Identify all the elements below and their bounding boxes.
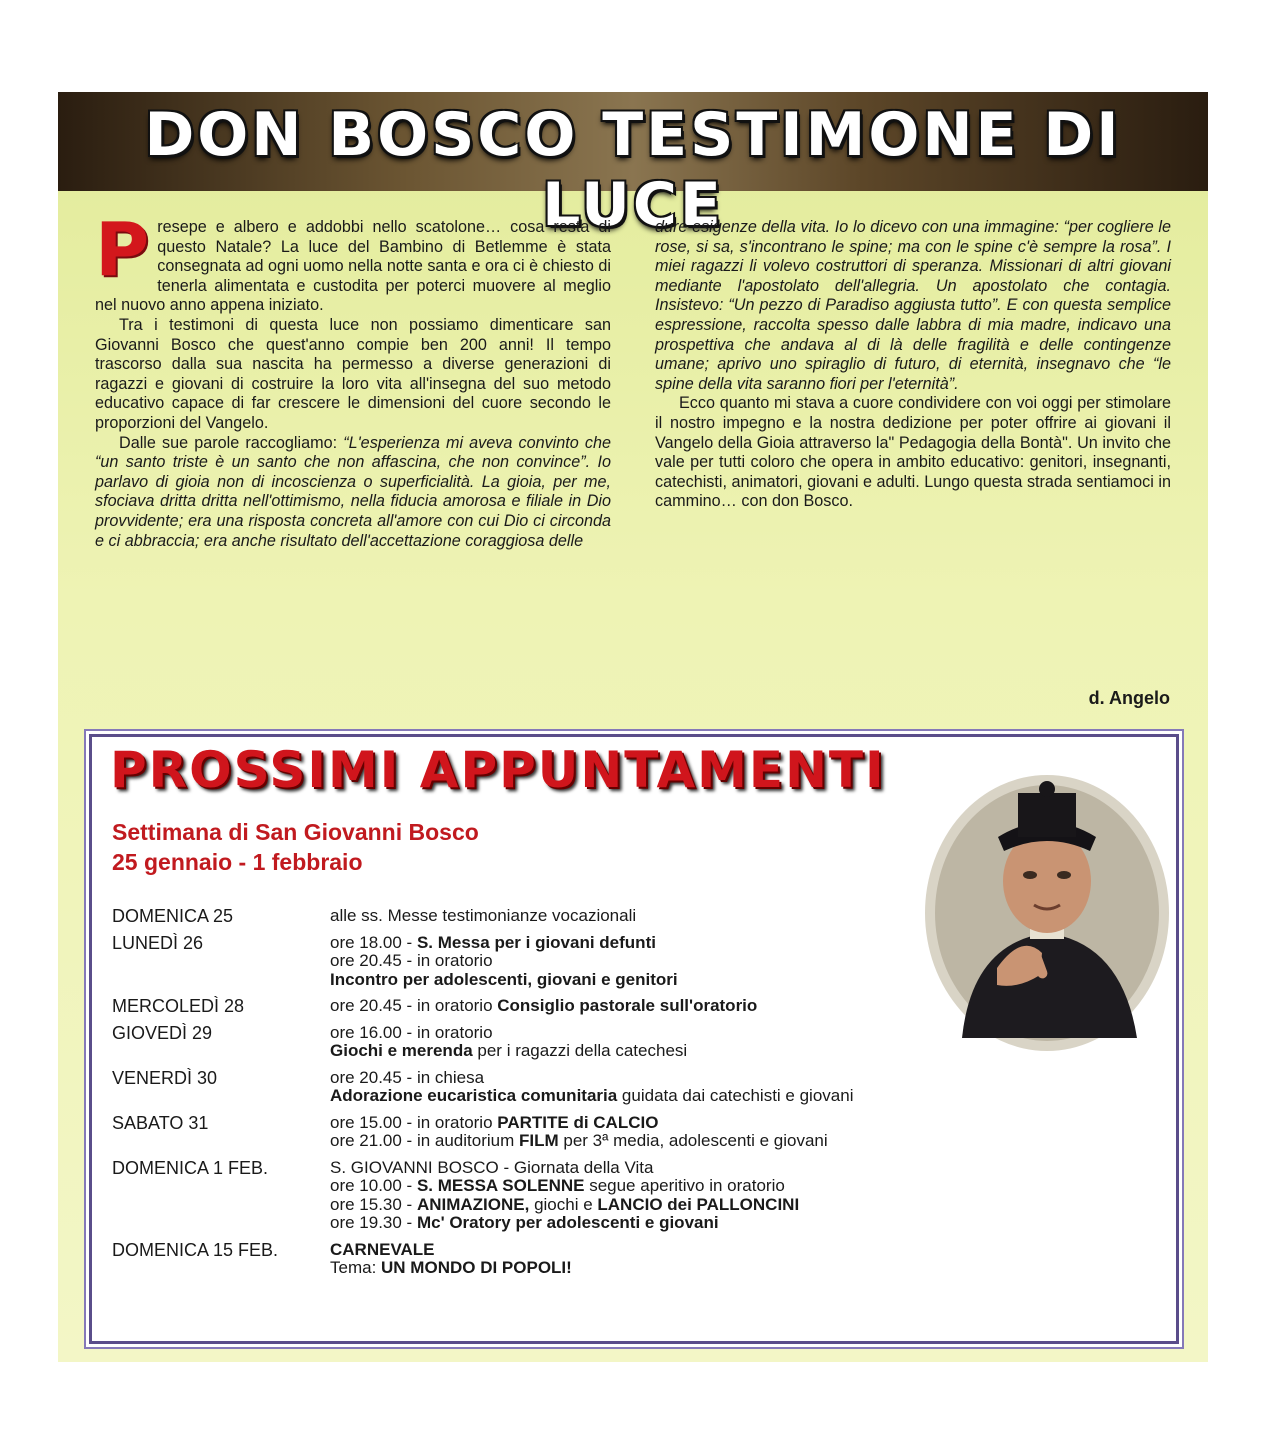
schedule-row <box>112 1241 1012 1278</box>
event-highlight: CARNEVALE <box>330 1239 435 1259</box>
article-paragraph: Presepe e albero e addobbi nello scatolone… cosa resta di questo Natale? La luce del Bambino di Betlemme è stata consegnata ad ogni uomo nella notte santa e ora ci è chiesto di tenerla alimentata e custodita per poterci muovere al meglio nel nuovo anno appena iniziato. <box>95 207 611 315</box>
event-text: segue aperitivo in oratorio <box>584 1176 785 1195</box>
schedule-line <box>330 1241 1012 1260</box>
event-highlight: Consiglio pastorale sull'oratorio <box>497 996 758 1015</box>
row-spacer <box>112 1016 1012 1024</box>
event-highlight: UN MONDO DI POPOLI! <box>381 1258 572 1277</box>
event-highlight: S. MESSA SOLENNE <box>416 1176 585 1195</box>
event-text: ore 10.00 - <box>330 1176 417 1195</box>
signature: d. Angelo <box>1088 688 1170 708</box>
page-title: DON BOSCO TESTIMONE DI LUCE <box>144 100 1122 240</box>
quote-text: dure esigenze della vita. Io lo dicevo con una immagine: “per cogliere le rose, si sa, s'incontrano le spine; ma con le spine c'è sempre la rosa”. I miei ragazzi li volevo costruttori di speranza. Missionari di altri giovani mediante l'apostolato dell'allegria. Un apostolato che contagia. Insistevo: “Un pezzo di Paradiso aggiusta tutto”. E con questa semplice espressione, raccolta spesso dalle labbra di mia madre, indicavo una prospettiva che andava al di là delle fragilità e delle contingenze umane; aprivo uno spiraglio di futuro, di eternità, insegnavo che “le spine della vita saranno fiori per l'eternità”. <box>655 218 1171 393</box>
event-text: per i ragazzi della catechesi <box>472 1041 688 1060</box>
events-title: PROSSIMI APPUNTAMENTI <box>110 741 886 799</box>
schedule-row <box>112 1159 1012 1233</box>
article-paragraph: Dalle sue parole raccogliamo: “L'esperienza mi aveva convinto che “un santo triste è un santo che non affascina, che non convince”. Io parlavo di gioia non di incoscienza o superficialità. La gioia, per me, sfociava dritta dritta nell'ottimismo, nella fiducia amorosa e filiale in Dio provvidente; era una risposta concreta all'amore con cui Dio ci circonda e ci abbraccia; era anche risultato dell'accettazione coraggiosa delle <box>95 433 611 550</box>
event-text: ore 20.45 - in oratorio <box>330 996 498 1015</box>
article-column-left <box>95 207 611 551</box>
event-highlight: FILM <box>519 1131 559 1150</box>
schedule-line <box>330 934 1012 953</box>
schedule-row <box>112 934 1012 990</box>
schedule-line <box>330 907 1012 926</box>
don-bosco-portrait-icon <box>922 753 1172 1053</box>
event-highlight: Mc' Oratory per adolescenti e giovani <box>416 1213 719 1232</box>
schedule-line <box>330 952 1012 971</box>
event-text: per 3ª media, adolescenti e giovani <box>558 1131 828 1150</box>
event-highlight: Adorazione eucaristica comunitaria <box>330 1086 618 1105</box>
event-text: ore 19.30 - <box>330 1213 417 1232</box>
schedule-details <box>330 1159 1012 1233</box>
schedule-details <box>330 1114 1012 1151</box>
row-spacer <box>112 1278 1012 1286</box>
schedule-line <box>330 1159 1012 1178</box>
schedule-row <box>112 1114 1012 1151</box>
schedule-day: DOMENICA 25 <box>112 906 234 926</box>
schedule-line <box>330 1259 1012 1278</box>
schedule-row <box>112 907 1012 926</box>
event-text: ore 16.00 - in oratorio <box>330 1022 493 1042</box>
article-column-right <box>655 218 1171 512</box>
article-paragraph: Tra i testimoni di questa luce non possiamo dimenticare san Giovanni Bosco che quest'anno compie ben 200 anni! Il tempo trascorso dalla sua nascita ha permesso a diverse generazioni di ragazzi e giovani di costruire la loro vita all'insegna del suo metodo educativo capace di far crescere le dimensioni del cuore secondo le proporzioni del Vangelo. <box>95 315 611 432</box>
schedule-details <box>330 907 1012 926</box>
newsletter-page <box>58 92 1208 1362</box>
schedule-details <box>330 934 1012 990</box>
schedule-day: LUNEDÌ 26 <box>112 932 204 953</box>
schedule-line <box>330 997 1012 1016</box>
row-spacer <box>112 1061 1012 1069</box>
schedule-line <box>330 1177 1012 1196</box>
event-text: ore 20.45 - in oratorio <box>330 951 493 970</box>
schedule-day: SABATO 31 <box>112 1112 209 1133</box>
schedule-details <box>330 1241 1012 1278</box>
schedule-row <box>112 997 1012 1016</box>
event-text: ore 20.45 - in chiesa <box>330 1067 485 1087</box>
schedule-line <box>330 1114 1012 1133</box>
schedule-day: MERCOLEDÌ 28 <box>112 996 245 1016</box>
event-text: ore 21.00 - in auditorium <box>330 1131 519 1150</box>
schedule-line <box>330 1214 1012 1233</box>
header-band <box>58 92 1208 240</box>
event-highlight: ANIMAZIONE, <box>416 1194 530 1214</box>
schedule-day: VENERDÌ 30 <box>112 1067 218 1088</box>
event-highlight: LANCIO dei PALLONCINI <box>597 1194 800 1214</box>
event-text: Tema: <box>330 1258 382 1277</box>
event-text: S. GIOVANNI BOSCO - Giornata della Vita <box>330 1157 654 1177</box>
events-dates: 25 gennaio - 1 febbraio <box>112 849 363 875</box>
schedule-line <box>330 971 1012 990</box>
schedule-details <box>330 1024 1012 1061</box>
schedule-line <box>330 1069 1012 1088</box>
event-highlight: Giochi e merenda <box>330 1041 473 1060</box>
event-text: alle ss. Messe testimonianze vocazionali <box>330 906 637 925</box>
schedule-line <box>330 1196 1012 1215</box>
event-text: ore 18.00 - <box>330 932 417 952</box>
events-box <box>89 734 1179 1344</box>
schedule-row <box>112 1069 1012 1106</box>
event-text: guidata dai catechisti e giovani <box>617 1086 854 1105</box>
event-highlight: PARTITE di CALCIO <box>497 1112 659 1132</box>
schedule-list <box>112 907 1012 1286</box>
schedule-line <box>330 1132 1012 1151</box>
event-highlight: Incontro per adolescenti, giovani e genitori <box>330 969 678 989</box>
event-text: ore 15.00 - in oratorio <box>330 1112 498 1132</box>
schedule-details <box>330 1069 1012 1106</box>
schedule-details <box>330 997 1012 1016</box>
drop-cap: P <box>95 207 150 293</box>
schedule-day: GIOVEDÌ 29 <box>112 1022 213 1043</box>
event-text: ore 15.30 - <box>330 1194 417 1214</box>
schedule-line <box>330 1024 1012 1043</box>
article-paragraph: Ecco quanto mi stava a cuore condividere con voi oggi per stimolare il nostro impegno e la nostra dedizione per poter offrire ai giovani il Vangelo della Gioia attraverso la" Pedagogia della Bontà". Un invito che vale per tutti coloro che opera in ambito educativo: genitori, insegnanti, catechisti, animatori, giovani e adulti. Lungo questa strada sentiamoci in cammino… con don Bosco. <box>655 394 1171 511</box>
schedule-line <box>330 1087 1012 1106</box>
event-highlight: S. Messa per i giovani defunti <box>416 932 656 952</box>
schedule-day: DOMENICA 1 FEB. <box>112 1157 269 1178</box>
schedule-day: DOMENICA 15 FEB. <box>112 1239 279 1260</box>
schedule-row <box>112 1024 1012 1061</box>
events-subtitle: Settimana di San Giovanni Bosco <box>112 819 479 845</box>
schedule-line <box>330 1042 1012 1061</box>
quote-text: “L'esperienza mi aveva convinto che “un santo triste è un santo che non affascina, che non convince”. Io parlavo di gioia non di incoscienza o superficialità. La gioia, per me, sfociava dritta dritta nell'ottimismo, nella fiducia amorosa e filiale in Dio provvidente; era una risposta concreta all'amore con cui Dio ci circonda e ci abbraccia; era anche risultato dell'accettazione coraggiosa delle <box>95 433 611 550</box>
event-text: giochi e <box>529 1194 598 1214</box>
